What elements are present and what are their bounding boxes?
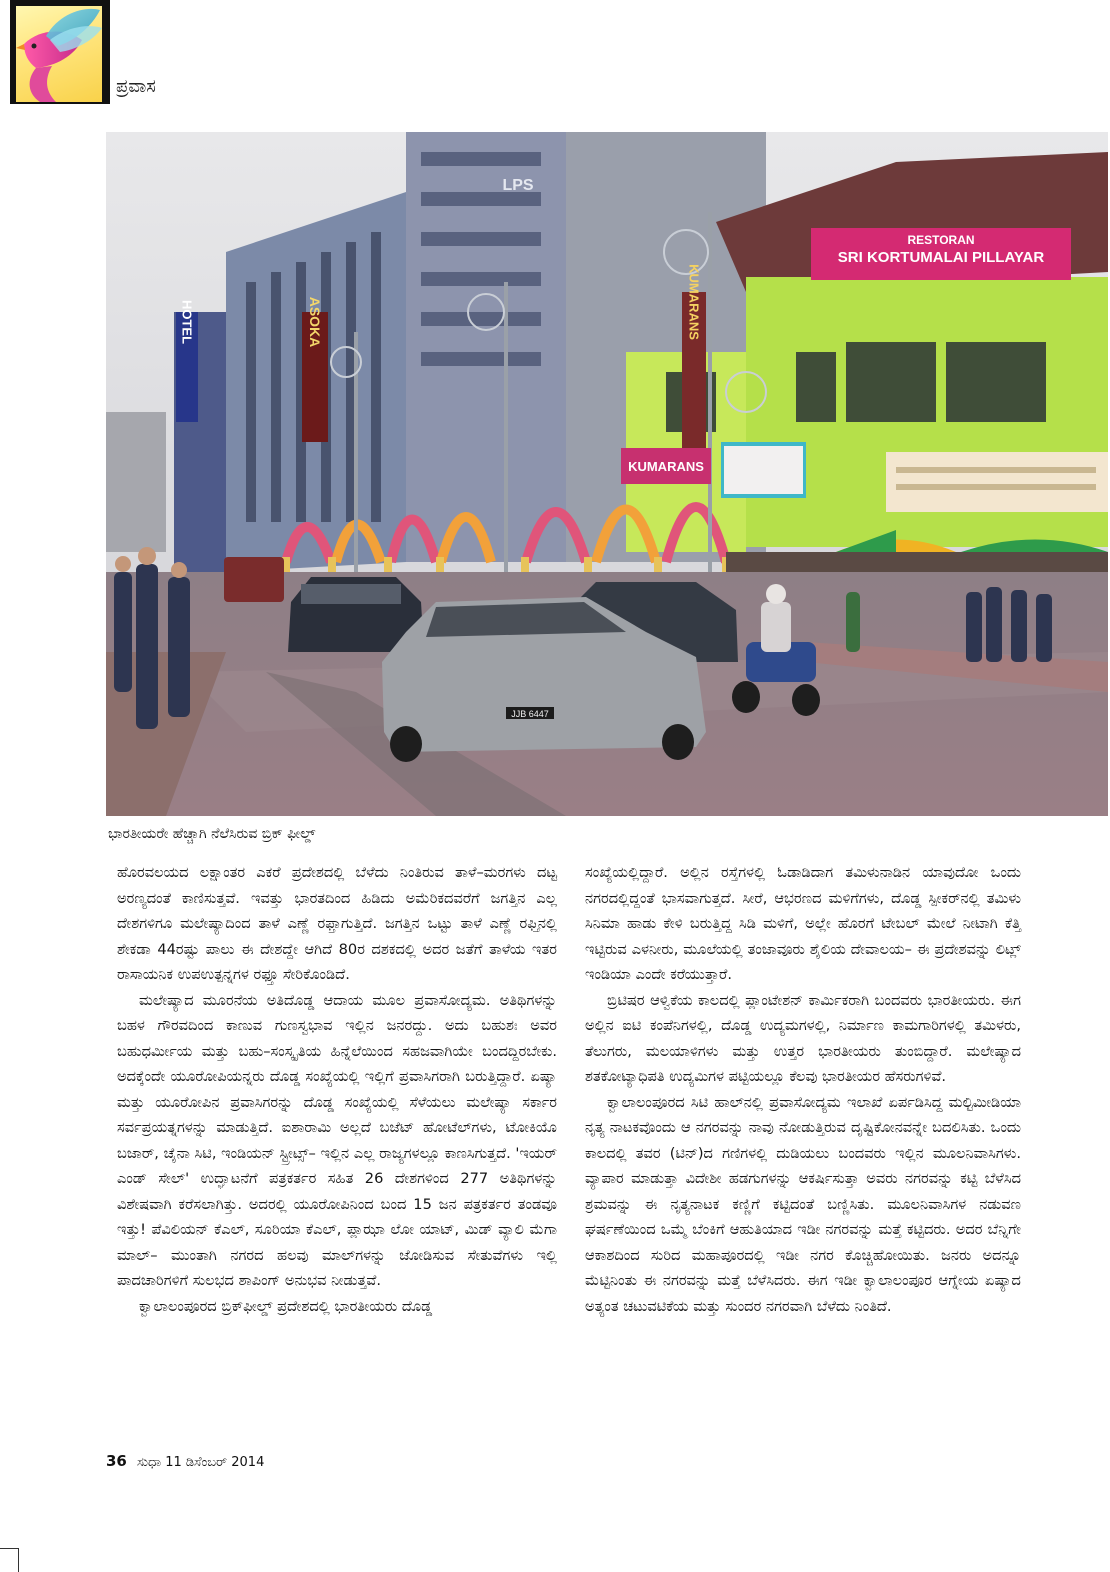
street-photo — [106, 132, 1108, 816]
brickfields-street-scene — [106, 132, 1108, 816]
car-number-plate: JJB 6447 — [511, 709, 549, 719]
magazine-name: ಸುಧಾ — [137, 1455, 162, 1470]
sign-kumarans: KUMARANS — [628, 459, 704, 474]
paragraph: ಸಂಖ್ಯೆಯಲ್ಲಿದ್ದಾರೆ. ಅಲ್ಲಿನ ರಸ್ತೆಗಳಲ್ಲಿ ಓಡಾಡಿದಾಗ ತಮಿಳುನಾಡಿನ ಯಾವುದೋ ಒಂದು ನಗರದಲ್ಲಿದ್ದಂತೆ ಭಾಸವಾಗುತ್ತದೆ. ಸೀರೆ, ಆಭರಣದ ಮಳಿಗೆಗಳು, ದೊಡ್ಡ ಸ್ಪೀಕರ್‌ನಲ್ಲಿ ತಮಿಳು ಸಿನಿಮಾ ಹಾಡು ಕೇಳಿ ಬರುತ್ತಿದ್ದ ಸಿಡಿ ಮಳಿಗೆ, ಅಲ್ಲೇ ಹೊರಗೆ ಟೇಬಲ್ ಮೇಲೆ ನೀಟಾಗಿ ಕೆತ್ತಿ ಇಟ್ಟಿರುವ ಎಳನೀರು, ಮೂಲೆಯಲ್ಲಿ ತಂಜಾವೂರು ಶೈಲಿಯ ದೇವಾಲಯ– ಈ ಪ್ರದೇಶವನ್ನು ಲಿಟ್ಲ್ ಇಂಡಿಯಾ ಎಂದೇ ಕರೆಯುತ್ತಾರೆ. — [585, 864, 1021, 983]
photo-caption: ಭಾರತೀಯರೇ ಹೆಚ್ಚಾಗಿ ನೆಲೆಸಿರುವ ಬ್ರಿಕ್ ಫೀಲ್ಡ್ — [108, 826, 316, 842]
section-label: ಪ್ರವಾಸ — [116, 76, 156, 97]
sign-hotel: HOTEL — [179, 299, 195, 345]
sign-lps: LPS — [502, 177, 534, 194]
sign-restoran: RESTORAN — [907, 233, 975, 247]
paragraph: ಬ್ರಿಟಿಷರ ಆಳ್ವಿಕೆಯ ಕಾಲದಲ್ಲಿ ಪ್ಲಾಂಟೇಶನ್ ಕಾರ್ಮಿಕರಾಗಿ ಬಂದವರು ಭಾರತೀಯರು. ಈಗ ಅಲ್ಲಿನ ಐಟಿ ಕಂಪೆನಿಗಳಲ್ಲಿ, ದೊಡ್ಡ ಉದ್ಯಮಗಳಲ್ಲಿ, ನಿರ್ಮಾಣ ಕಾಮಗಾರಿಗಳಲ್ಲಿ ತಮಿಳರು, ತೆಲುಗರು, ಮಲಯಾಳಿಗಳು ಮತ್ತು ಉತ್ತರ ಭಾರತೀಯರು ತುಂಬಿದ್ದಾರೆ. ಮಲೇಷ್ಯಾದ ಶತಕೋಟ್ಯಾಧಿಪತಿ ಉದ್ಯಮಿಗಳ ಪಟ್ಟಿಯಲ್ಲೂ ಕೆಲವು ಭಾರತೀಯರ ಹೆಸರುಗಳಿವೆ. — [585, 991, 1021, 1085]
section-logo — [10, 0, 110, 104]
sign-sri-kortumalai: SRI KORTUMALAI PILLAYAR — [837, 249, 1045, 266]
bird-logo-icon — [16, 6, 102, 102]
paragraph: ಕ್ವಾಲಾಲಂಪೂರದ ಬ್ರಿಕ್‌ಫೀಲ್ಡ್ ಪ್ರದೇಶದಲ್ಲಿ ಭಾರತೀಯರು ದೊಡ್ಡ — [139, 1297, 433, 1315]
paragraph: ಮಲೇಷ್ಯಾದ ಮೂರನೆಯ ಅತಿದೊಡ್ಡ ಆದಾಯ ಮೂಲ ಪ್ರವಾಸೋದ್ಯಮ. ಅತಿಥಿಗಳನ್ನು ಬಹಳ ಗೌರವದಿಂದ ಕಾಣುವ ಗುಣಸ್ವಭಾವ ಇಲ್ಲಿನ ಜನರದ್ದು. ಅದು ಬಹುಶಃ ಅವರ ಬಹುಧರ್ಮೀಯ ಮತ್ತು ಬಹು–ಸಂಸ್ಕೃತಿಯ ಹಿನ್ನೆಲೆಯಿಂದ ಸಹಜವಾಗಿಯೇ ಬಂದದ್ದಿರಬೇಕು. ಅದಕ್ಕೆಂದೇ ಯೂರೋಪಿಯನ್ನರು ದೊಡ್ಡ ಸಂಖ್ಯೆಯಲ್ಲಿ ಇಲ್ಲಿಗೆ ಪ್ರವಾಸಿಗರಾಗಿ ಬರುತ್ತಿದ್ದಾರೆ. ಏಷ್ಯಾ ಮತ್ತು ಯೂರೋಪಿನ ಪ್ರವಾಸಿಗರನ್ನು ದೊಡ್ಡ ಸಂಖ್ಯೆಯಲ್ಲಿ ಸೆಳೆಯಲು ಮಲೇಷ್ಯಾ ಸರ್ಕಾರ ಸರ್ವಪ್ರಯತ್ನಗಳನ್ನು ಮಾಡುತ್ತಿದೆ. ಐಶಾರಾಮಿ ಅಲ್ಲದೆ ಬಜೆಟ್ ಹೋಟೆಲ್‌ಗಳು, ಟೋಕಿಯೊ ಬಜಾರ್, ಚೈನಾ ಸಿಟಿ, ಇಂಡಿಯನ್ ಸ್ಟ್ರೀಟ್ಸ್– ಇಲ್ಲಿನ ಎಲ್ಲ ರಾಜ್ಯಗಳಲ್ಲೂ ಕಾಣಸಿಗುತ್ತದೆ. 'ಇಯರ್ ಎಂಡ್ ಸೇಲ್' ಉದ್ಘಾಟನೆಗೆ ಪತ್ರಕರ್ತರ ಸಹಿತ 26 ದೇಶಗಳಿಂದ 277 ಅತಿಥಿಗಳನ್ನು ವಿಶೇಷವಾಗಿ ಕರೆಸಲಾಗಿತ್ತು. ಅದರಲ್ಲಿ ಯೂರೋಪಿನಿಂದ ಬಂದ 15 ಜನ ಪತ್ರಕರ್ತರ ತಂಡವೂ ಇತ್ತು! ಪೆವಿಲಿಯನ್ ಕೆಎಲ್, ಸೂರಿಯಾ ಕೆಎಲ್, ಪ್ಲಾಝಾ ಲೋ ಯಾಟ್, ಮಿಡ್ ವ್ಯಾಲಿ ಮೆಗಾ ಮಾಲ್– ಮುಂತಾಗಿ ನಗರದ ಹಲವು ಮಾಲ್‌ಗಳನ್ನು ಜೋಡಿಸುವ ಸೇತುವೆಗಳು ಇಲ್ಲಿ ಪಾದಚಾರಿಗಳಿಗೆ ಸುಲಭದ ಶಾಪಿಂಗ್ ಅನುಭವ ನೀಡುತ್ತವೆ. — [117, 991, 557, 1289]
issue-date: 11 ಡಿಸೆಂಬರ್ 2014 — [165, 1455, 265, 1470]
article-column-right — [585, 860, 1021, 1319]
page-number: 36 — [106, 1452, 127, 1470]
article-column-left — [117, 860, 557, 1319]
sign-asoka: ASOKA — [307, 296, 323, 348]
paragraph: ಹೊರವಲಯದ ಲಕ್ಷಾಂತರ ಎಕರೆ ಪ್ರದೇಶದಲ್ಲಿ ಬೆಳೆದು ನಿಂತಿರುವ ತಾಳೆ–ಮರಗಳು ದಟ್ಟ ಅರಣ್ಯದಂತೆ ಕಾಣಿಸುತ್ತವೆ. ಇವತ್ತು ಭಾರತದಿಂದ ಹಿಡಿದು ಅಮೆರಿಕದವರೆಗೆ ಜಗತ್ತಿನ ಎಲ್ಲ ದೇಶಗಳಿಗೂ ಮಲೇಷ್ಯಾದಿಂದ ತಾಳೆ ಎಣ್ಣೆ ರಫ್ತಾಗುತ್ತಿದೆ. ಜಗತ್ತಿನ ಒಟ್ಟು ತಾಳೆ ಎಣ್ಣೆ ರಫ್ತಿನಲ್ಲಿ ಶೇಕಡಾ 44ರಷ್ಟು ಪಾಲು ಈ ದೇಶದ್ದೇ ಆಗಿದೆ 80ರ ದಶಕದಲ್ಲಿ ಅದರ ಜತೆಗೆ ತಾಳೆಯ ಇತರ ರಾಸಾಯನಿಕ ಉಪಉತ್ಪನ್ನಗಳ ರಫ್ತೂ ಸೇರಿಕೊಂಡಿದೆ. — [117, 864, 557, 983]
page-footer — [106, 1452, 264, 1470]
crop-mark — [0, 1548, 19, 1572]
sign-kumarans-vertical: KUMARANS — [686, 264, 702, 340]
paragraph: ಕ್ವಾಲಾಲಂಪೂರದ ಸಿಟಿ ಹಾಲ್‌ನಲ್ಲಿ ಪ್ರವಾಸೋದ್ಯಮ ಇಲಾಖೆ ಏರ್ಪಡಿಸಿದ್ದ ಮಲ್ಟಿಮೀಡಿಯಾ ನೃತ್ಯ ನಾಟಕವೊಂದು ಆ ನಗರವನ್ನು ನಾವು ನೋಡುತ್ತಿರುವ ದೃಷ್ಟಿಕೋನವನ್ನೇ ಬದಲಿಸಿತು. ಒಂದು ಕಾಲದಲ್ಲಿ ತವರ (ಟಿನ್)ದ ಗಣಿಗಳಲ್ಲಿ ದುಡಿಯಲು ಬಂದವರು ಇಲ್ಲಿನ ಮೂಲನಿವಾಸಿಗಳು. ವ್ಯಾಪಾರ ಮಾಡುತ್ತಾ ವಿದೇಶೀ ಹಡಗುಗಳನ್ನು ಆಕರ್ಷಿಸುತ್ತಾ ಅವರು ನಗರವನ್ನು ಕಟ್ಟಿ ಬೆಳೆಸಿದ ಶ್ರಮವನ್ನು ಈ ನೃತ್ಯನಾಟಕ ಕಣ್ಣಿಗೆ ಕಟ್ಟಿದಂತೆ ಬಣ್ಣಿಸಿತು. ಮೂಲನಿವಾಸಿಗಳ ನಡುವಣ ಘರ್ಷಣೆಯಿಂದ ಒಮ್ಮೆ ಬೆಂಕಿಗೆ ಆಹುತಿಯಾದ ಇಡೀ ನಗರವನ್ನು ಮತ್ತೆ ಕಟ್ಟಿದರು. ಅದರ ಬೆನ್ನಿಗೇ ಆಕಾಶದಿಂದ ಸುರಿದ ಮಹಾಪೂರದಲ್ಲಿ ಇಡೀ ನಗರ ಕೊಚ್ಚಿಹೋಯಿತು. ಜನರು ಅದನ್ನೂ ಮೆಟ್ಟಿನಿಂತು ಈ ನಗರವನ್ನು ಮತ್ತೆ ಬೆಳೆಸಿದರು. ಈಗ ಇಡೀ ಕ್ವಾಲಾಲಂಪೂರ ಆಗ್ನೇಯ ಏಷ್ಯಾದ ಅತ್ಯಂತ ಚಟುವಟಿಕೆಯ ಮತ್ತು ಸುಂದರ ನಗರವಾಗಿ ಬೆಳೆದು ನಿಂತಿದೆ. — [585, 1093, 1021, 1315]
